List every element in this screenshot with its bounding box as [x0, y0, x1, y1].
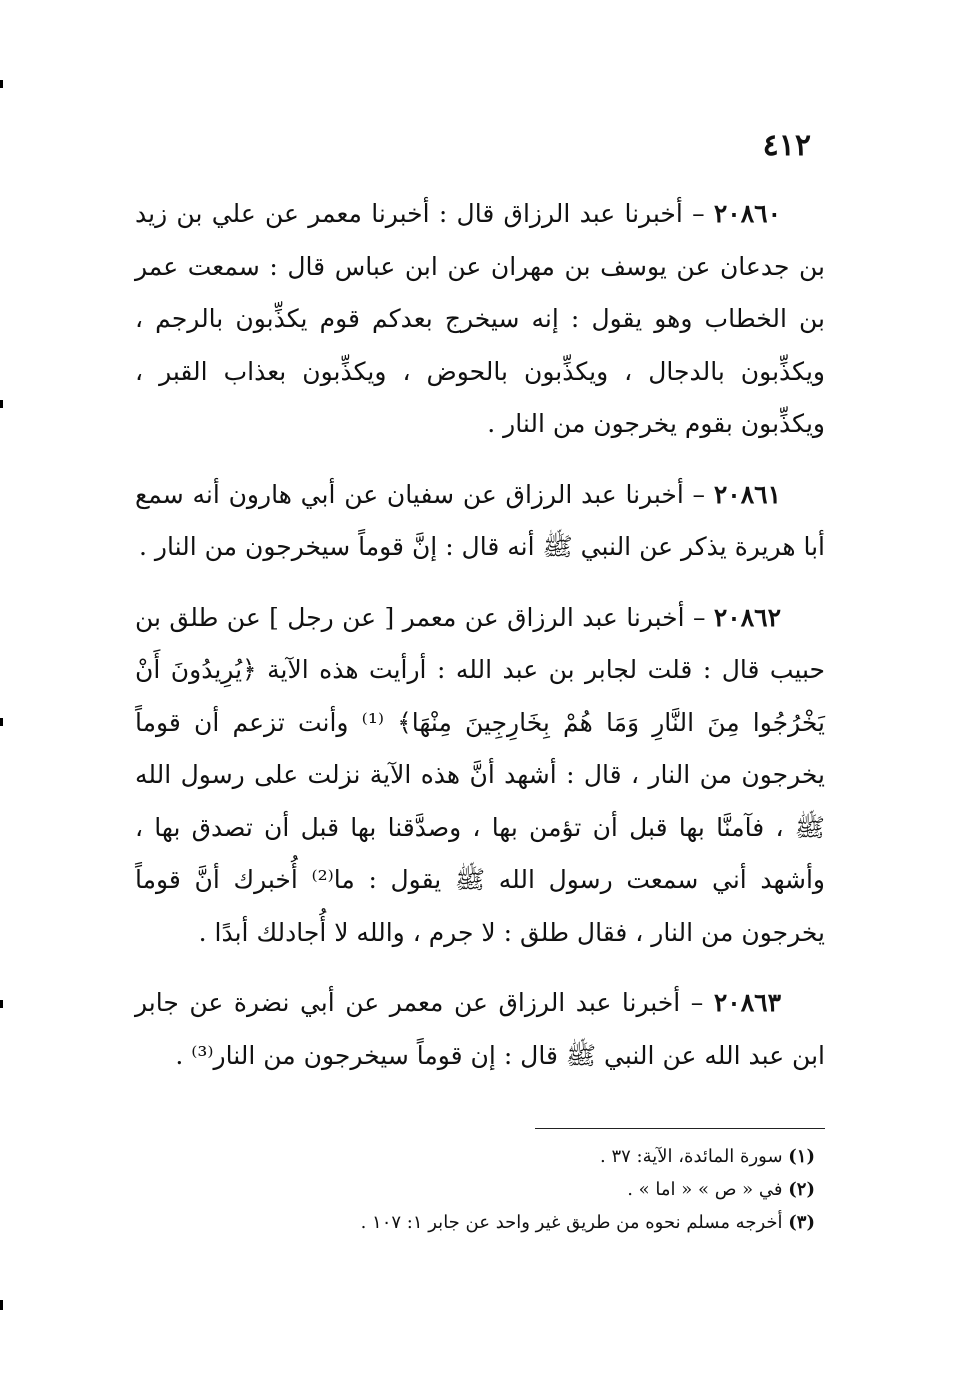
scan-edge-mark: [0, 1000, 3, 1008]
hadith-entry: [135, 592, 825, 960]
scan-edge-mark: [0, 1300, 3, 1310]
footnote-marker: (٣): [788, 1212, 815, 1233]
scan-edge-mark: [0, 718, 3, 726]
scan-edge-mark: [0, 400, 3, 408]
footnote-text: سورة المائدة، الآية: ٣٧ .: [600, 1146, 783, 1167]
hadith-entry: [135, 977, 825, 1082]
page-number: ٤١٢: [762, 128, 811, 163]
footnote-marker: (١): [788, 1146, 815, 1167]
footnote-text: أخرجه مسلم نحوه من طريق غير واحد عن جابر ١: ١٠٧ .: [360, 1212, 783, 1233]
hadith-number: ٢٠٨٦٣: [713, 988, 781, 1017]
footnote-marker: (٢): [788, 1179, 815, 1200]
scan-edge-mark: [0, 80, 3, 88]
hadith-list: [135, 188, 825, 1100]
footnote-text: في « ص » « اما » .: [627, 1179, 783, 1200]
hadith-text: – أخبرنا عبد الرزاق قال : أخبرنا معمر عن علي بن زيد بن جدعان عن يوسف بن مهران عن ابن عباس قال : سمعت عمر بن الخطاب وهو يقول : إنه سيخرج بعدكم قوم يكذِّبون بالرجم ، ويكذِّبون بالدجال ، ويكذِّبون بالحوض ، ويكذِّبون بعذاب القبر ، ويكذِّبون بقوم يخرجون من النار .: [135, 199, 825, 438]
hadith-number: ٢٠٨٦١: [713, 479, 781, 509]
footnote-item: [175, 1140, 815, 1173]
hadith-text: – أخبرنا عبد الرزاق عن سفيان عن أبي هارون أنه سمع أبا هريرة يذكر عن النبي ﷺ أنه قال : إنَّ قوماً سيخرجون من النار .: [135, 479, 825, 561]
hadith-text: – أخبرنا عبد الرزاق عن معمر [ عن رجل ] عن طلق بن حبيب قال : قلت لجابر بن عبد الله : أرأيت هذه الآية ﴿يُرِيدُونَ أَنْ يَخْرُجُوا مِنَ النَّارِ وَمَا هُمْ بِخَارِجِينَ مِنْهَا﴾ ⁽¹⁾ وأنت تزعم أن قوماً يخرجون من النار ، قال : أشهد أنَّ هذه الآية نزلت على رسول الله ﷺ ، فآمنَّا بها قبل أن تؤمن بها ، وصدَّقنا بها قبل أن تصدق بها ، وأشهد أني سمعت رسول الله ﷺ يقول : ما⁽²⁾ أُخبرك أنَّ قوماً يخرجون من النار ، فقال طلق : لا جرم ، والله لا أُجادلك أبدًا .: [135, 602, 825, 947]
footnote-item: [175, 1206, 815, 1239]
hadith-entry: [135, 188, 825, 451]
hadith-text: – أخبرنا عبد الرزاق عن معمر عن أبي نضرة عن جابر ابن عبد الله عن النبي ﷺ قال : إن قوماً سيخرجون من النار⁽³⁾ .: [135, 988, 825, 1070]
footnotes: [175, 1140, 815, 1239]
hadith-number: ٢٠٨٦٠: [713, 199, 782, 228]
footnote-item: [175, 1173, 815, 1206]
hadith-number: ٢٠٨٦٢: [713, 602, 781, 632]
hadith-entry: [135, 469, 825, 574]
footnote-divider: [535, 1128, 825, 1129]
